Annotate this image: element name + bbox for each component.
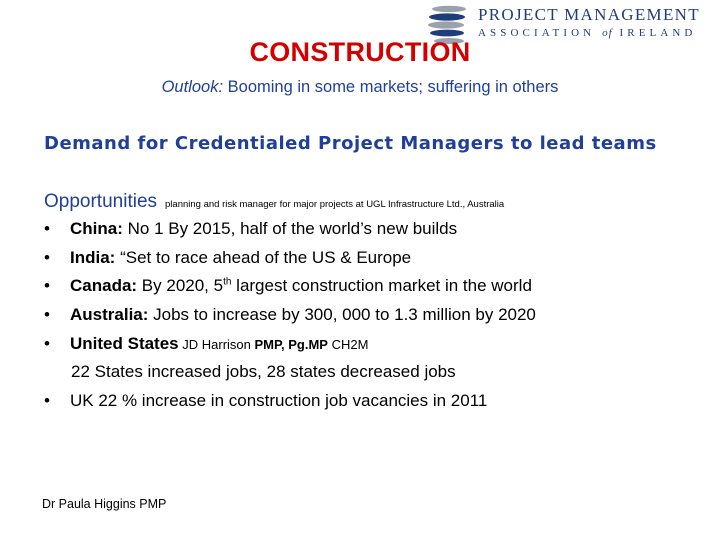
logo-of: of [602, 27, 613, 39]
opportunities-title: Opportunities [44, 191, 158, 212]
us-contact-name: JD Harrison [178, 337, 255, 352]
bullet-marker: • [44, 391, 50, 410]
bullet-label: United States [70, 334, 179, 353]
bullet-text: By 2020, 5 [137, 276, 224, 295]
bullet-australia [44, 305, 536, 325]
bullet-text: “Set to race ahead of the US & Europe [115, 248, 412, 267]
bullet-text: No 1 By 2015, half of the world’s new builds [122, 219, 458, 238]
bullet-united-states [44, 334, 368, 354]
bullet-uk [44, 391, 487, 411]
slide-title: CONSTRUCTION [249, 37, 471, 67]
section-heading: Demand for Credentialed Project Managers to lead teams [44, 133, 657, 154]
logo-association: ASSOCIATION [478, 27, 596, 39]
opportunities-header [44, 191, 504, 213]
bullet-label: Australia: [70, 305, 149, 324]
subtitle-label: Outlook: [161, 78, 224, 96]
opportunities-note: planning and risk manager for major projects at UGL Infrastructure Ltd., Australia [165, 199, 505, 210]
slide-subtitle [0, 78, 720, 97]
bullet-canada [44, 276, 532, 296]
bullet-china [44, 219, 457, 239]
bullet-label: Canada: [70, 276, 138, 295]
us-contact-credentials: PMP, Pg.MP [254, 337, 328, 352]
bullet-marker: • [44, 276, 50, 295]
bullet-text-cont: largest construction market in the world [231, 276, 532, 295]
bullet-text: Jobs to increase by 300, 000 to 1.3 million by 2020 [148, 305, 536, 324]
bullet-marker: • [44, 219, 50, 238]
bullet-india [44, 248, 411, 268]
ordinal-suffix: th [223, 276, 232, 288]
bullet-marker: • [44, 334, 50, 353]
bullet-label: China: [70, 219, 123, 238]
us-contact-company: CH2M [327, 337, 369, 352]
logo-text-line1: PROJECT MANAGEMENT [478, 5, 700, 24]
bullet-text: UK 22 % increase in construction job vacancies in 2011 [70, 391, 488, 410]
bullet-marker: • [44, 248, 50, 267]
footer-author: Dr Paula Higgins PMP [42, 497, 167, 511]
bullet-marker: • [44, 305, 50, 324]
us-detail-line: 22 States increased jobs, 28 states decreased jobs [71, 362, 456, 381]
bullet-label: India: [70, 248, 116, 267]
subtitle-text: Booming in some markets; suffering in others [223, 78, 559, 96]
logo-ireland: IRELAND [619, 27, 697, 39]
